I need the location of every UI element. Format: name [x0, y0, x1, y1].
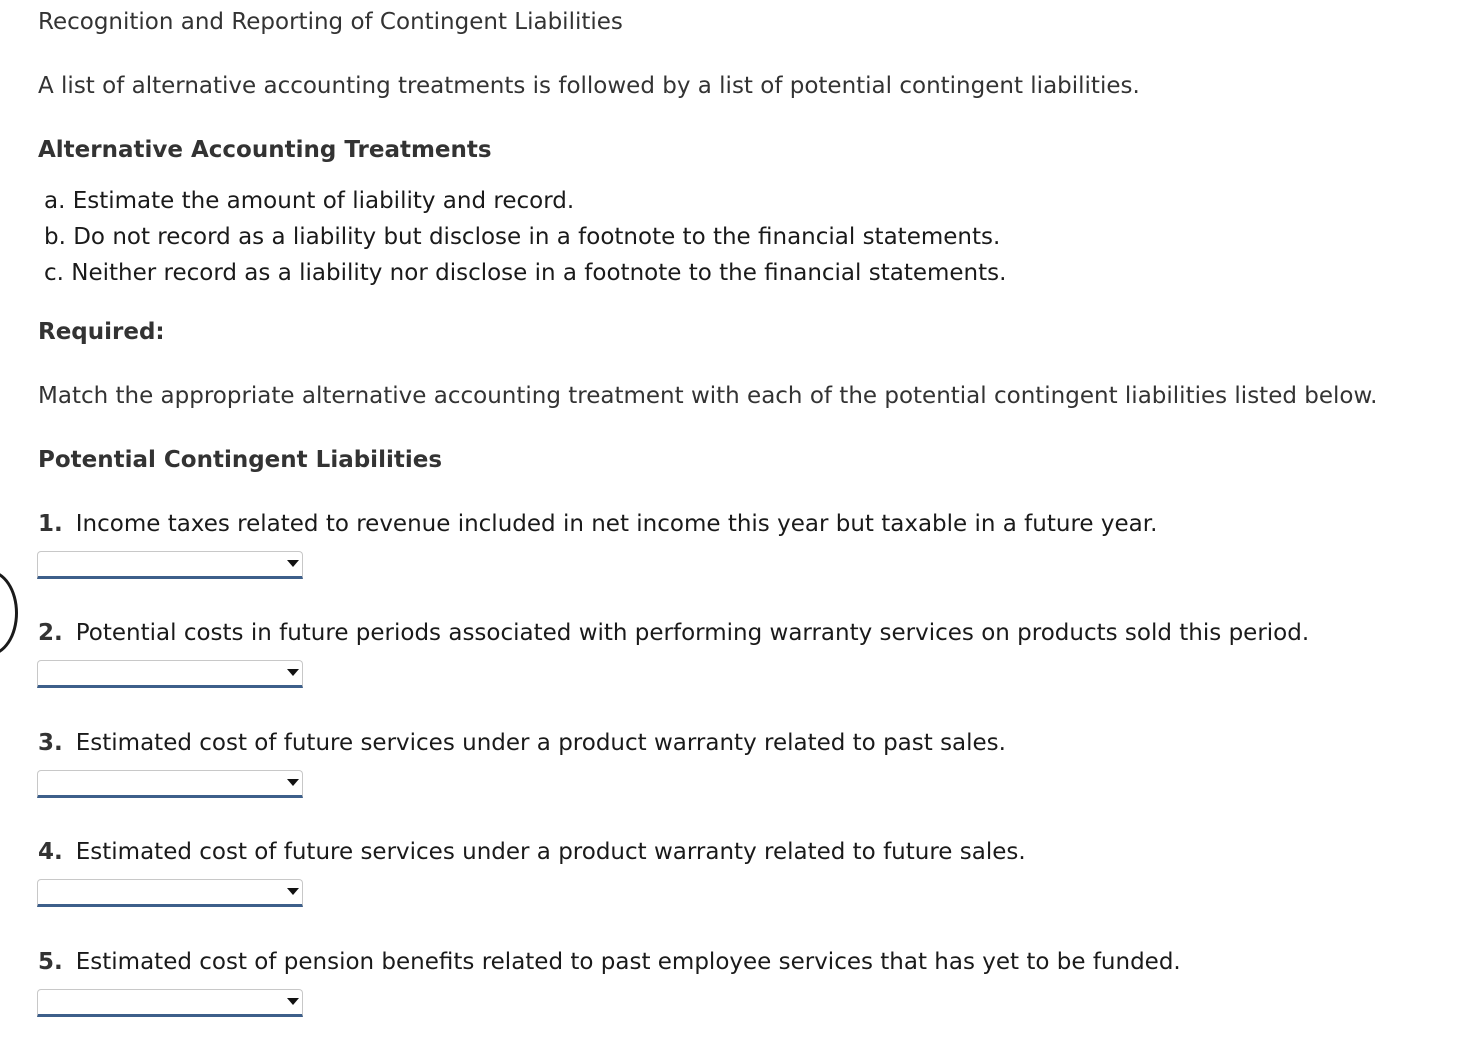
liability-item-2: [38, 617, 1309, 649]
alternative-item-c: c. Neither record as a liability nor disclose in a footnote to the financial statements.: [44, 260, 1007, 286]
liability-number: 4.: [38, 839, 63, 865]
chevron-down-icon: [287, 779, 299, 786]
liability-number: 1.: [38, 511, 63, 537]
alternatives-heading: Alternative Accounting Treatments: [38, 137, 492, 163]
liability-item-4: [38, 836, 1026, 868]
alternative-item-a: a. Estimate the amount of liability and record.: [44, 188, 575, 214]
treatment-select-1[interactable]: [37, 551, 303, 579]
liability-number: 2.: [38, 620, 63, 646]
liability-text: Estimated cost of future services under a product warranty related to past sales.: [75, 730, 1006, 756]
liability-item-3: [38, 727, 1006, 759]
liability-item-5: [38, 946, 1181, 978]
liabilities-heading: Potential Contingent Liabilities: [38, 447, 443, 473]
liability-text: Income taxes related to revenue included in net income this year but taxable in a future year.: [75, 511, 1158, 537]
liability-number: 5.: [38, 949, 63, 975]
required-heading: Required:: [38, 319, 165, 345]
alternative-item-b: b. Do not record as a liability but disclose in a footnote to the financial statements.: [44, 224, 1001, 250]
liability-text: Estimated cost of future services under a product warranty related to future sales.: [75, 839, 1026, 865]
chevron-down-icon: [287, 669, 299, 676]
liability-text: Potential costs in future periods associated with performing warranty services on products sold this period.: [75, 620, 1310, 646]
treatment-select-3[interactable]: [37, 770, 303, 798]
chevron-down-icon: [287, 888, 299, 895]
liability-number: 3.: [38, 730, 63, 756]
treatment-select-2[interactable]: [37, 660, 303, 688]
treatment-select-5[interactable]: [37, 989, 303, 1017]
required-instruction: Match the appropriate alternative accounting treatment with each of the potential contingent liabilities listed below.: [38, 383, 1378, 409]
treatment-select-4[interactable]: [37, 879, 303, 907]
liability-item-1: [38, 508, 1157, 540]
liability-text: Estimated cost of pension benefits related to past employee services that has yet to be funded.: [75, 949, 1181, 975]
page-title: Recognition and Reporting of Contingent Liabilities: [38, 9, 623, 35]
edge-circle-icon: [0, 570, 18, 656]
chevron-down-icon: [287, 998, 299, 1005]
chevron-down-icon: [287, 560, 299, 567]
intro-text: A list of alternative accounting treatments is followed by a list of potential contingent liabilities.: [38, 73, 1140, 99]
